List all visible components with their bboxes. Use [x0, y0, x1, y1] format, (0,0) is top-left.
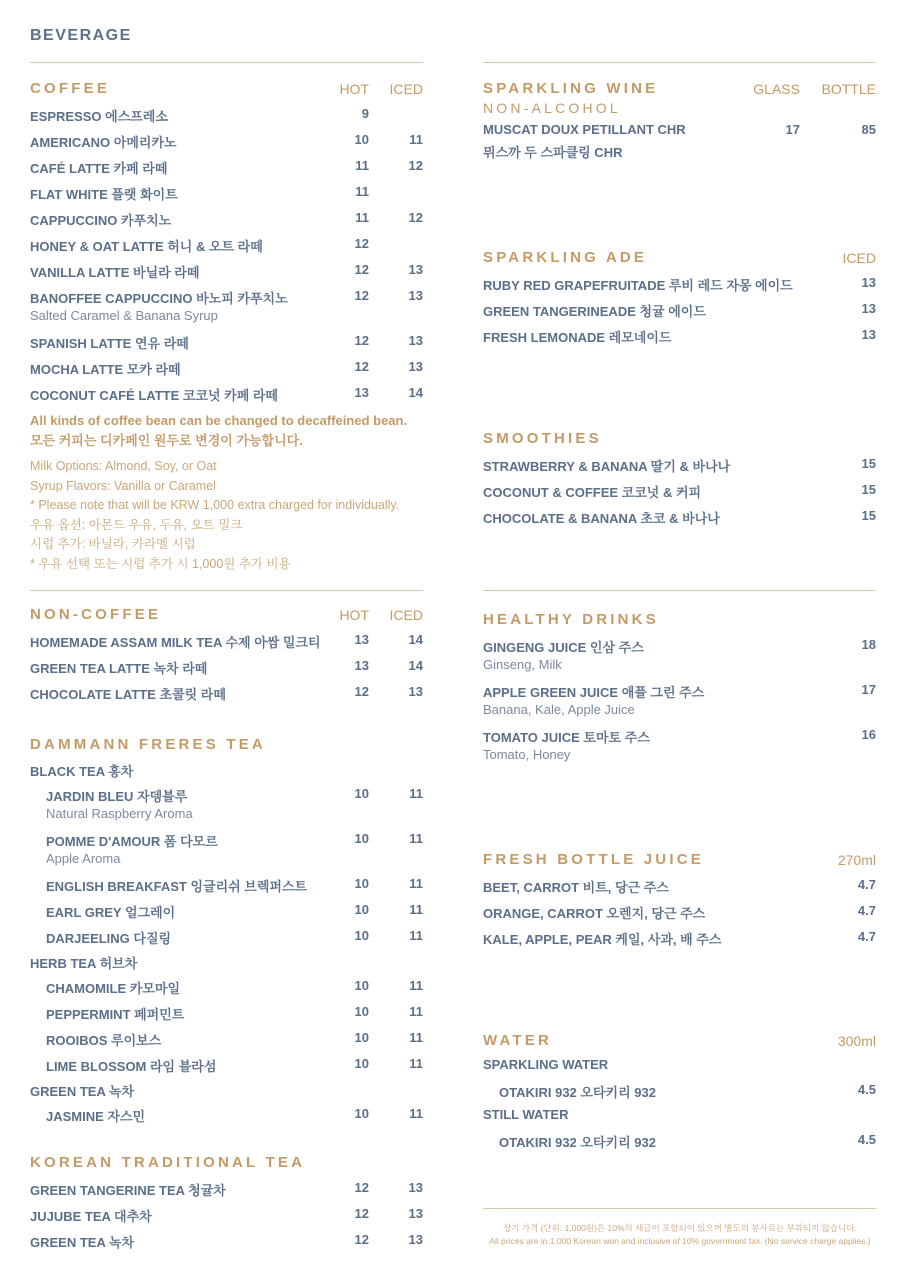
menu-item [30, 1050, 423, 1076]
menu-item [483, 897, 876, 923]
item-price: 4.5 [857, 1132, 876, 1147]
iced-price: 11 [409, 1056, 423, 1071]
item-name: GREEN TANGERINE TEA 청귤차 [30, 1183, 226, 1198]
smoothies-header [483, 430, 876, 450]
hot-price: 9 [361, 106, 369, 121]
menu-item [483, 116, 876, 161]
iced-header: ICED [842, 250, 876, 266]
hot-price: 10 [354, 876, 369, 891]
hot-price: 12 [354, 1232, 369, 1247]
menu-item [30, 204, 423, 230]
item-name: ESPRESSO 에스프레소 [30, 109, 168, 124]
item-price: 4.7 [857, 877, 876, 892]
option-note: * Please note that will be KRW 1,000 extra charged for individually. [30, 498, 400, 513]
item-name: GREEN TEA 녹차 [30, 1235, 135, 1250]
item-name: CHOCOLATE LATTE 초콜릿 라떼 [30, 687, 226, 702]
sparkling-wine-section [483, 80, 876, 161]
section-divider [483, 590, 876, 591]
menu-item [30, 327, 423, 353]
section-title: HEALTHY DRINKS [483, 611, 659, 628]
item-name: HOMEMADE ASSAM MILK TEA 수제 아쌈 밀크티 [30, 635, 321, 650]
iced-price: 11 [409, 928, 423, 943]
hot-header: HOT [339, 81, 369, 97]
menu-item [30, 1174, 423, 1200]
item-name: LIME BLOSSOM 라임 블라섬 [46, 1059, 217, 1074]
item-name: OTAKIRI 932 오타키리 932 [499, 1085, 656, 1100]
section-title: COFFEE [30, 80, 111, 97]
item-name: SPANISH LATTE 연유 라떼 [30, 336, 189, 351]
healthy-drinks-section [483, 611, 876, 766]
iced-price: 11 [409, 902, 423, 917]
glass-price: 17 [785, 122, 800, 137]
iced-price: 11 [409, 876, 423, 891]
menu-item [30, 256, 423, 282]
item-name: AMERICANO 아메리카노 [30, 135, 177, 150]
dammann-header [30, 736, 423, 756]
menu-item [483, 923, 876, 949]
footer-divider [483, 1208, 876, 1209]
hot-price: 10 [354, 902, 369, 917]
menu-item [30, 353, 423, 379]
item-name: TOMATO JUICE 토마토 주스 [483, 730, 650, 745]
hot-header: HOT [339, 607, 369, 623]
menu-item [30, 780, 423, 825]
iced-price: 11 [409, 786, 423, 801]
smoothies-section [483, 430, 876, 528]
iced-price: 12 [408, 210, 423, 225]
page-title: BEVERAGE [30, 27, 132, 44]
water-header [483, 1032, 876, 1052]
hot-price: 12 [354, 359, 369, 374]
menu-item [30, 998, 423, 1024]
section-title: DAMMANN FRERES TEA [30, 736, 266, 753]
menu-item [483, 871, 876, 897]
hot-price: 10 [354, 1056, 369, 1071]
iced-price: 11 [409, 132, 423, 147]
menu-item [30, 678, 423, 704]
item-name: MOCHA LATTE 모카 라떼 [30, 362, 181, 377]
menu-item [30, 152, 423, 178]
item-name: OTAKIRI 932 오타키리 932 [499, 1135, 656, 1150]
korean-tea-section [30, 1154, 423, 1252]
iced-price: 11 [409, 1004, 423, 1019]
iced-header: ICED [389, 81, 423, 97]
right-top-divider [483, 62, 876, 63]
menu-item [483, 676, 876, 721]
option-note: 시럽 추가: 바닐라, 카라멜 시럽 [30, 537, 196, 552]
item-name: COCONUT & COFFEE 코코넛 & 커피 [483, 485, 702, 500]
item-name: POMME D'AMOUR 폼 다모르 [46, 834, 218, 849]
iced-price: 13 [408, 684, 423, 699]
item-name: CAPPUCCINO 카푸치노 [30, 213, 172, 228]
hot-price: 12 [354, 262, 369, 277]
menu-item [30, 825, 423, 870]
iced-price: 13 [408, 288, 423, 303]
menu-item [483, 269, 876, 295]
menu-item [30, 282, 423, 327]
section-divider [30, 590, 423, 591]
menu-item [483, 295, 876, 321]
non-coffee-header [30, 606, 423, 626]
iced-price: 13 [408, 262, 423, 277]
coffee-section [30, 80, 423, 575]
left-top-divider [30, 62, 423, 63]
group-label-black-tea: BLACK TEA 홍차 [30, 764, 134, 779]
hot-price: 10 [354, 928, 369, 943]
menu-item [30, 922, 423, 948]
item-name: FLAT WHITE 플랫 화이트 [30, 187, 178, 202]
iced-price: 13 [408, 359, 423, 374]
item-price: 13 [861, 301, 876, 316]
volume-header: 270ml [837, 852, 876, 868]
item-price: 4.5 [857, 1082, 876, 1097]
decaf-note-en: All kinds of coffee bean can be changed to decaffeined bean. [30, 413, 408, 428]
item-desc: Apple Aroma [46, 851, 121, 866]
hot-price: 13 [354, 385, 369, 400]
menu-item [483, 321, 876, 347]
sparkling-ade-header [483, 249, 876, 269]
menu-item [30, 870, 423, 896]
item-name: JUJUBE TEA 대추차 [30, 1209, 152, 1224]
menu-item [30, 626, 423, 652]
menu-item [483, 450, 876, 476]
hot-price: 10 [354, 978, 369, 993]
item-name: EARL GREY 얼그레이 [46, 905, 176, 920]
hot-price: 11 [355, 158, 369, 173]
healthy-header [483, 611, 876, 631]
footer-en: All prices are in 1,000 Korean won and inclusive of 10% government tax. (No service charge applies.) [489, 1236, 871, 1246]
iced-price: 13 [408, 1232, 423, 1247]
iced-price: 14 [408, 658, 423, 673]
group-label-green-tea: GREEN TEA 녹차 [30, 1084, 135, 1099]
section-title: SMOOTHIES [483, 430, 602, 447]
bottle-price: 85 [861, 122, 876, 137]
item-name: CAFÉ LATTE 카페 라떼 [30, 161, 168, 176]
iced-header: ICED [389, 607, 423, 623]
item-name: JARDIN BLEU 자뎅블루 [46, 789, 188, 804]
section-title: FRESH BOTTLE JUICE [483, 851, 704, 868]
item-price: 13 [861, 275, 876, 290]
option-note: Syrup Flavors: Vanilla or Caramel [30, 478, 216, 493]
volume-header: 300ml [837, 1033, 876, 1049]
iced-price: 13 [408, 1180, 423, 1195]
option-note: 우유 옵션: 아몬드 우유, 두유, 오트 밀크 [30, 517, 243, 532]
item-name: BANOFFEE CAPPUCCINO 바노피 카푸치노 [30, 291, 288, 306]
hot-price: 10 [354, 1106, 369, 1121]
section-title: WATER [483, 1032, 553, 1049]
item-desc: Salted Caramel & Banana Syrup [30, 308, 218, 323]
item-name: CHAMOMILE 카모마일 [46, 981, 181, 996]
item-desc: Tomato, Honey [483, 747, 571, 762]
item-name: COCONUT CAFÉ LATTE 코코넛 카페 라떼 [30, 388, 278, 403]
hot-price: 12 [354, 684, 369, 699]
menu-item [30, 896, 423, 922]
hot-price: 12 [354, 1206, 369, 1221]
iced-price: 14 [408, 632, 423, 647]
menu-item [30, 126, 423, 152]
item-price: 15 [861, 456, 876, 471]
item-name: CHOCOLATE & BANANA 초코 & 바나나 [483, 511, 720, 526]
menu-item [30, 379, 423, 405]
item-name: BEET, CARROT 비트, 당근 주스 [483, 880, 669, 895]
hot-price: 10 [354, 132, 369, 147]
menu-item [483, 721, 876, 766]
section-title: NON-COFFEE [30, 606, 162, 623]
item-name: ROOIBOS 루이보스 [46, 1033, 162, 1048]
item-price: 4.7 [857, 903, 876, 918]
item-price: 15 [861, 482, 876, 497]
item-desc: Banana, Kale, Apple Juice [483, 702, 635, 717]
bottle-juice-section [483, 851, 876, 949]
sparkling-wine-header [483, 80, 876, 120]
item-name: VANILLA LATTE 바닐라 라떼 [30, 265, 200, 280]
item-name: ORANGE, CARROT 오렌지, 당근 주스 [483, 906, 706, 921]
item-name: GREEN TANGERINEADE 청귤 에이드 [483, 304, 706, 319]
section-title: SPARKLING WINE [483, 80, 659, 97]
coffee-header [30, 80, 423, 100]
decaf-note-ko: 모든 커피는 디카페인 원두로 변경이 가능합니다. [30, 433, 303, 448]
hot-price: 11 [355, 210, 369, 225]
hot-price: 12 [354, 333, 369, 348]
menu-item [30, 972, 423, 998]
bottle-juice-header [483, 851, 876, 871]
item-name: HONEY & OAT LATTE 허니 & 오트 라떼 [30, 239, 263, 254]
hot-price: 10 [354, 1030, 369, 1045]
dammann-tea-section [30, 736, 423, 1126]
menu-item [30, 178, 423, 204]
menu-item [30, 100, 423, 126]
korean-tea-header [30, 1154, 423, 1174]
iced-price: 11 [409, 1030, 423, 1045]
menu-item [483, 1076, 876, 1102]
sparkling-ade-section [483, 249, 876, 347]
menu-item [30, 1200, 423, 1226]
option-note: Milk Options: Almond, Soy, or Oat [30, 459, 217, 473]
item-name: GINGENG JUICE 인삼 주스 [483, 640, 644, 655]
iced-price: 12 [408, 158, 423, 173]
item-desc: 뮈스까 두 스파클링 CHR [483, 145, 623, 160]
section-title: SPARKLING ADE [483, 249, 648, 266]
hot-price: 12 [354, 236, 369, 251]
iced-price: 11 [409, 831, 423, 846]
non-coffee-section [30, 606, 423, 704]
iced-price: 13 [408, 1206, 423, 1221]
menu-item [30, 1226, 423, 1252]
hot-price: 10 [354, 786, 369, 801]
section-subtitle: NON-ALCOHOL [483, 100, 621, 116]
water-section [483, 1032, 876, 1152]
menu-item [483, 631, 876, 676]
menu-item [30, 652, 423, 678]
item-name: DARJEELING 다질링 [46, 931, 172, 946]
menu-item [30, 1024, 423, 1050]
menu-item [30, 1100, 423, 1126]
group-label-still-water: STILL WATER [483, 1107, 569, 1122]
iced-price: 11 [409, 1106, 423, 1121]
menu-item [483, 502, 876, 528]
item-name: MUSCAT DOUX PETILLANT CHR [483, 122, 686, 137]
item-price: 18 [861, 637, 876, 652]
item-name: GREEN TEA LATTE 녹차 라떼 [30, 661, 208, 676]
iced-price: 14 [408, 385, 423, 400]
menu-item [483, 476, 876, 502]
bottle-header: BOTTLE [821, 81, 876, 97]
item-desc: Ginseng, Milk [483, 657, 562, 672]
footer-ko: 상기 가격 (단위: 1,000원)은 10%의 세금이 포함되어 있으며 별도의 봉사료는 부과되지 않습니다. [503, 1223, 857, 1233]
section-title: KOREAN TRADITIONAL TEA [30, 1154, 306, 1171]
item-name: PEPPERMINT 페퍼민트 [46, 1007, 185, 1022]
item-desc: Natural Raspberry Aroma [46, 806, 193, 821]
item-price: 15 [861, 508, 876, 523]
item-name: ENGLISH BREAKFAST 잉글리쉬 브렉퍼스트 [46, 879, 308, 894]
group-label-sparkling-water: SPARKLING WATER [483, 1057, 609, 1072]
item-price: 17 [861, 682, 876, 697]
hot-price: 10 [354, 1004, 369, 1019]
footer-note [470, 1222, 890, 1248]
menu-item [30, 230, 423, 256]
item-name: STRAWBERRY & BANANA 딸기 & 바나나 [483, 459, 731, 474]
hot-price: 12 [354, 288, 369, 303]
iced-price: 11 [409, 978, 423, 993]
item-price: 13 [861, 327, 876, 342]
item-name: JASMINE 자스민 [46, 1109, 146, 1124]
item-name: FRESH LEMONADE 레모네이드 [483, 330, 672, 345]
item-price: 4.7 [857, 929, 876, 944]
hot-price: 12 [354, 1180, 369, 1195]
item-price: 16 [861, 727, 876, 742]
iced-price: 13 [408, 333, 423, 348]
menu-item [483, 1126, 876, 1152]
hot-price: 13 [354, 632, 369, 647]
hot-price: 10 [354, 831, 369, 846]
item-name: RUBY RED GRAPEFRUITADE 루비 레드 자몽 에이드 [483, 278, 793, 293]
hot-price: 11 [355, 184, 369, 199]
group-label-herb-tea: HERB TEA 허브차 [30, 956, 138, 971]
glass-header: GLASS [753, 81, 800, 97]
item-name: APPLE GREEN JUICE 애플 그린 주스 [483, 685, 705, 700]
hot-price: 13 [354, 658, 369, 673]
option-note: * 우유 선택 또는 시럽 추가 시 1,000원 추가 비용 [30, 556, 291, 571]
item-name: KALE, APPLE, PEAR 케일, 사과, 배 주스 [483, 932, 722, 947]
